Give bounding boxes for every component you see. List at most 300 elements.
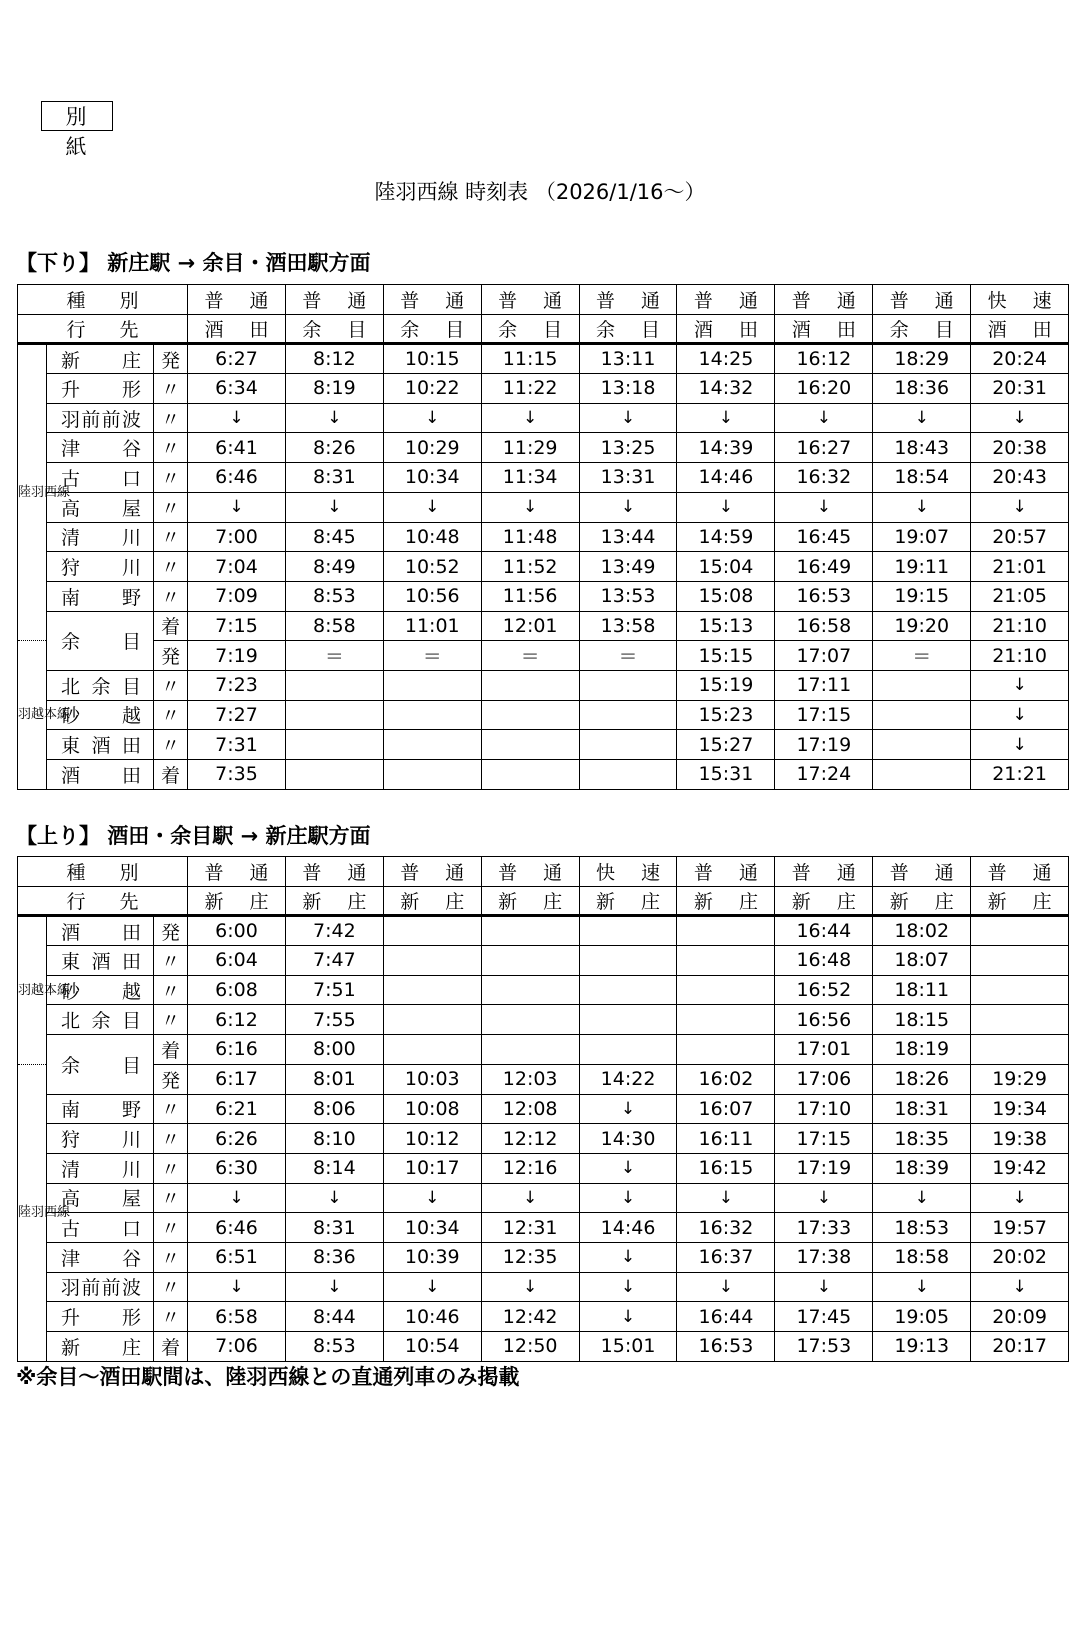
time-cell [383, 916, 481, 946]
time-cell: ↓ [188, 1272, 286, 1302]
time-cell: 20:09 [971, 1302, 1069, 1332]
time-cell [579, 760, 677, 790]
time-cell: 16:53 [775, 581, 873, 611]
table-row [18, 1094, 1069, 1124]
time-cell: 11:56 [481, 581, 579, 611]
time-cell [579, 730, 677, 760]
table-row [18, 1153, 1069, 1183]
time-cell: 17:33 [775, 1213, 873, 1243]
station-name: 余 目 [47, 611, 154, 670]
time-cell: ↓ [383, 403, 481, 433]
time-cell: ↓ [579, 1302, 677, 1332]
time-cell: ↓ [677, 492, 775, 522]
time-cell: ↓ [971, 670, 1069, 700]
station-name: 新 庄 [47, 1332, 154, 1362]
table-row [18, 975, 1069, 1005]
arr-dep-mark: 〃 [154, 1272, 188, 1302]
time-cell: ↓ [971, 1183, 1069, 1213]
time-cell: 15:08 [677, 581, 775, 611]
time-cell: 15:04 [677, 552, 775, 582]
table-row [18, 641, 1069, 671]
time-cell: 20:38 [971, 433, 1069, 463]
destination: 酒 田 [971, 314, 1069, 344]
time-cell: 17:45 [775, 1302, 873, 1332]
time-cell: 16:15 [677, 1153, 775, 1183]
time-cell: 7:47 [285, 946, 383, 976]
time-cell: 10:34 [383, 463, 481, 493]
time-cell: 16:56 [775, 1005, 873, 1035]
time-cell: 10:29 [383, 433, 481, 463]
time-cell: 6:51 [188, 1242, 286, 1272]
train-type: 普 通 [383, 857, 481, 887]
arr-dep-mark: 〃 [154, 581, 188, 611]
table-row [18, 492, 1069, 522]
time-cell: 8:19 [285, 374, 383, 404]
table-row [18, 760, 1069, 790]
time-cell: 17:01 [775, 1035, 873, 1065]
time-cell [481, 670, 579, 700]
arr-dep-mark: 〃 [154, 463, 188, 493]
arr-dep-mark: 着 [154, 1035, 188, 1065]
time-cell: ↓ [285, 1272, 383, 1302]
station-name: 東酒田 [47, 946, 154, 976]
destination: 新 庄 [775, 886, 873, 916]
time-cell: ↓ [971, 1272, 1069, 1302]
time-cell [383, 946, 481, 976]
time-cell: ↓ [285, 403, 383, 433]
table-row [18, 552, 1069, 582]
time-cell: 8:58 [285, 611, 383, 641]
time-cell: 19:34 [971, 1094, 1069, 1124]
arr-dep-mark: 〃 [154, 670, 188, 700]
time-cell [677, 1035, 775, 1065]
table-row [18, 1183, 1069, 1213]
destination: 酒 田 [188, 314, 286, 344]
destination: 新 庄 [188, 886, 286, 916]
time-cell [677, 1005, 775, 1035]
type-label: 種 別 [18, 857, 188, 887]
time-cell: ↓ [873, 1272, 971, 1302]
time-cell: 18:19 [873, 1035, 971, 1065]
time-cell: 19:15 [873, 581, 971, 611]
time-cell: ↓ [285, 1183, 383, 1213]
time-cell: 20:57 [971, 522, 1069, 552]
time-cell: ↓ [775, 1272, 873, 1302]
time-cell: 11:48 [481, 522, 579, 552]
train-type: 普 通 [775, 285, 873, 315]
time-cell: 14:32 [677, 374, 775, 404]
time-cell: 8:01 [285, 1064, 383, 1094]
attachment-label: 別 紙 [41, 101, 113, 131]
time-cell: 13:49 [579, 552, 677, 582]
arr-dep-mark: 発 [154, 344, 188, 374]
time-cell: ＝ [873, 641, 971, 671]
time-cell: 6:12 [188, 1005, 286, 1035]
time-cell: 18:54 [873, 463, 971, 493]
time-cell: 14:25 [677, 344, 775, 374]
table-row [18, 1332, 1069, 1362]
time-cell: 18:35 [873, 1124, 971, 1154]
arr-dep-mark: 〃 [154, 946, 188, 976]
time-cell: 19:42 [971, 1153, 1069, 1183]
time-cell: 15:13 [677, 611, 775, 641]
time-cell: 18:02 [873, 916, 971, 946]
arr-dep-mark: 〃 [154, 1302, 188, 1332]
arr-dep-mark: 〃 [154, 700, 188, 730]
time-cell: 6:00 [188, 916, 286, 946]
time-cell: ＝ [285, 641, 383, 671]
time-cell [873, 730, 971, 760]
time-cell: 17:24 [775, 760, 873, 790]
arr-dep-mark: 〃 [154, 403, 188, 433]
time-cell: ↓ [873, 1183, 971, 1213]
time-cell: 13:25 [579, 433, 677, 463]
time-cell: 6:34 [188, 374, 286, 404]
time-cell: 14:46 [677, 463, 775, 493]
time-cell: 14:30 [579, 1124, 677, 1154]
station-name: 酒 田 [47, 760, 154, 790]
time-cell [873, 700, 971, 730]
train-type: 普 通 [579, 285, 677, 315]
time-cell: 16:20 [775, 374, 873, 404]
arr-dep-mark: 着 [154, 1332, 188, 1362]
station-name: 升 形 [47, 374, 154, 404]
time-cell: 20:17 [971, 1332, 1069, 1362]
time-cell: 16:53 [677, 1332, 775, 1362]
time-cell [481, 700, 579, 730]
type-row [18, 857, 1069, 887]
table-row [18, 670, 1069, 700]
time-cell: 20:02 [971, 1242, 1069, 1272]
time-cell: 16:32 [677, 1213, 775, 1243]
station-name: 余 目 [47, 1035, 154, 1094]
time-cell [579, 916, 677, 946]
time-cell [677, 975, 775, 1005]
train-type: 普 通 [971, 857, 1069, 887]
time-cell: 13:11 [579, 344, 677, 374]
station-name: 高 屋 [47, 492, 154, 522]
destination: 新 庄 [285, 886, 383, 916]
line-name: 羽越本線 [18, 916, 47, 1064]
time-cell: ↓ [579, 1153, 677, 1183]
time-cell: ↓ [383, 1183, 481, 1213]
table-row [18, 1213, 1069, 1243]
time-cell: 6:04 [188, 946, 286, 976]
destination: 新 庄 [383, 886, 481, 916]
time-cell [579, 1005, 677, 1035]
time-cell: 18:31 [873, 1094, 971, 1124]
time-cell [971, 1035, 1069, 1065]
time-cell: ↓ [971, 403, 1069, 433]
time-cell: 18:26 [873, 1064, 971, 1094]
time-cell: 17:07 [775, 641, 873, 671]
destination: 新 庄 [481, 886, 579, 916]
arr-dep-mark: 〃 [154, 492, 188, 522]
time-cell: 19:38 [971, 1124, 1069, 1154]
time-cell: 16:07 [677, 1094, 775, 1124]
time-cell: 6:30 [188, 1153, 286, 1183]
table-row [18, 1064, 1069, 1094]
time-cell: 16:11 [677, 1124, 775, 1154]
time-cell: 8:53 [285, 581, 383, 611]
table-row [18, 916, 1069, 946]
station-name: 砂 越 [47, 700, 154, 730]
time-cell: 16:37 [677, 1242, 775, 1272]
time-cell: 15:01 [579, 1332, 677, 1362]
time-cell: 8:00 [285, 1035, 383, 1065]
station-name: 狩 川 [47, 552, 154, 582]
station-name: 津 谷 [47, 1242, 154, 1272]
arr-dep-mark: 〃 [154, 1094, 188, 1124]
time-cell: ↓ [873, 492, 971, 522]
time-cell: ＝ [481, 641, 579, 671]
time-cell: 6:21 [188, 1094, 286, 1124]
train-type: 普 通 [188, 857, 286, 887]
arr-dep-mark: 発 [154, 1064, 188, 1094]
table-row [18, 344, 1069, 374]
table-row [18, 730, 1069, 760]
time-cell [285, 700, 383, 730]
time-cell: 10:17 [383, 1153, 481, 1183]
time-cell: 17:10 [775, 1094, 873, 1124]
time-cell: 16:52 [775, 975, 873, 1005]
arr-dep-mark: 着 [154, 611, 188, 641]
time-cell: 6:16 [188, 1035, 286, 1065]
time-cell: ↓ [579, 403, 677, 433]
time-cell: 12:16 [481, 1153, 579, 1183]
time-cell: 10:56 [383, 581, 481, 611]
time-cell: 10:39 [383, 1242, 481, 1272]
arr-dep-mark: 〃 [154, 374, 188, 404]
time-cell: 16:58 [775, 611, 873, 641]
time-cell: 7:15 [188, 611, 286, 641]
time-cell: ↓ [481, 1272, 579, 1302]
time-cell [677, 946, 775, 976]
train-type: 普 通 [285, 857, 383, 887]
time-cell: 12:03 [481, 1064, 579, 1094]
time-cell: 8:10 [285, 1124, 383, 1154]
time-cell [285, 670, 383, 700]
time-cell: 18:36 [873, 374, 971, 404]
station-name: 南 野 [47, 581, 154, 611]
station-name: 高 屋 [47, 1183, 154, 1213]
line-name: 陸羽西線 [18, 1064, 47, 1361]
time-cell [383, 730, 481, 760]
time-cell: 14:22 [579, 1064, 677, 1094]
time-cell: 7:31 [188, 730, 286, 760]
time-cell: 18:29 [873, 344, 971, 374]
train-type: 快 速 [971, 285, 1069, 315]
time-cell: 18:39 [873, 1153, 971, 1183]
time-cell: 8:31 [285, 463, 383, 493]
time-cell: 7:04 [188, 552, 286, 582]
time-cell: 8:36 [285, 1242, 383, 1272]
time-cell: 7:35 [188, 760, 286, 790]
time-cell: 21:10 [971, 611, 1069, 641]
time-cell: 21:21 [971, 760, 1069, 790]
time-cell: ↓ [481, 403, 579, 433]
arr-dep-mark: 〃 [154, 1242, 188, 1272]
time-cell: 7:55 [285, 1005, 383, 1035]
time-cell: 14:46 [579, 1213, 677, 1243]
train-type: 普 通 [677, 857, 775, 887]
time-cell: 12:12 [481, 1124, 579, 1154]
time-cell: 8:31 [285, 1213, 383, 1243]
time-cell: ↓ [775, 492, 873, 522]
time-cell: 12:50 [481, 1332, 579, 1362]
time-cell: 8:14 [285, 1153, 383, 1183]
time-cell: 11:01 [383, 611, 481, 641]
time-cell: 8:12 [285, 344, 383, 374]
time-cell: 17:38 [775, 1242, 873, 1272]
arr-dep-mark: 〃 [154, 730, 188, 760]
time-cell: 6:46 [188, 1213, 286, 1243]
arr-dep-mark: 〃 [154, 1124, 188, 1154]
time-cell: 11:52 [481, 552, 579, 582]
down-timetable [17, 284, 1069, 790]
time-cell [971, 1005, 1069, 1035]
arr-dep-mark: 〃 [154, 552, 188, 582]
time-cell: 7:27 [188, 700, 286, 730]
time-cell: 12:42 [481, 1302, 579, 1332]
train-type: 快 速 [579, 857, 677, 887]
time-cell: ↓ [579, 1272, 677, 1302]
time-cell: ↓ [579, 1183, 677, 1213]
time-cell [383, 1005, 481, 1035]
time-cell: ↓ [677, 403, 775, 433]
time-cell: 7:09 [188, 581, 286, 611]
time-cell [285, 760, 383, 790]
station-name: 砂 越 [47, 975, 154, 1005]
page-title: 陸羽西線 時刻表 （2026/1/16〜） [374, 180, 706, 204]
time-cell [383, 975, 481, 1005]
train-type: 普 通 [873, 285, 971, 315]
time-cell: 6:41 [188, 433, 286, 463]
train-type: 普 通 [481, 285, 579, 315]
time-cell [873, 760, 971, 790]
time-cell: 12:01 [481, 611, 579, 641]
time-cell: 18:43 [873, 433, 971, 463]
destination-label: 行 先 [18, 314, 188, 344]
table-row [18, 522, 1069, 552]
time-cell: 19:20 [873, 611, 971, 641]
time-cell: 6:08 [188, 975, 286, 1005]
time-cell: 11:22 [481, 374, 579, 404]
time-cell: 17:15 [775, 1124, 873, 1154]
line-name: 羽越本線 [18, 641, 47, 789]
time-cell: ↓ [188, 492, 286, 522]
up-timetable [17, 856, 1069, 1362]
time-cell: 16:27 [775, 433, 873, 463]
time-cell [481, 730, 579, 760]
train-type: 普 通 [775, 857, 873, 887]
time-cell: 6:46 [188, 463, 286, 493]
destination: 酒 田 [775, 314, 873, 344]
time-cell: 7:51 [285, 975, 383, 1005]
station-name: 古 口 [47, 1213, 154, 1243]
time-cell: 10:54 [383, 1332, 481, 1362]
time-cell: 8:06 [285, 1094, 383, 1124]
table-row [18, 700, 1069, 730]
time-cell: 6:58 [188, 1302, 286, 1332]
destination: 酒 田 [677, 314, 775, 344]
destination-row [18, 886, 1069, 916]
time-cell: ↓ [188, 1183, 286, 1213]
time-cell: ↓ [188, 403, 286, 433]
time-cell: ↓ [971, 700, 1069, 730]
type-label: 種 別 [18, 285, 188, 315]
time-cell [383, 670, 481, 700]
time-cell: 10:12 [383, 1124, 481, 1154]
train-type: 普 通 [481, 857, 579, 887]
time-cell [579, 670, 677, 700]
time-cell: 8:49 [285, 552, 383, 582]
time-cell: 16:49 [775, 552, 873, 582]
train-type: 普 通 [873, 857, 971, 887]
time-cell: 7:19 [188, 641, 286, 671]
time-cell: 10:15 [383, 344, 481, 374]
time-cell: ↓ [383, 1272, 481, 1302]
time-cell: 14:59 [677, 522, 775, 552]
time-cell: 11:29 [481, 433, 579, 463]
time-cell: 13:18 [579, 374, 677, 404]
time-cell: 14:39 [677, 433, 775, 463]
time-cell [971, 916, 1069, 946]
time-cell: 18:15 [873, 1005, 971, 1035]
time-cell: 10:03 [383, 1064, 481, 1094]
station-name: 南 野 [47, 1094, 154, 1124]
time-cell: 13:53 [579, 581, 677, 611]
time-cell: 18:11 [873, 975, 971, 1005]
destination: 余 目 [285, 314, 383, 344]
time-cell: 6:26 [188, 1124, 286, 1154]
destination: 新 庄 [579, 886, 677, 916]
time-cell: ↓ [971, 492, 1069, 522]
time-cell: 15:27 [677, 730, 775, 760]
time-cell: ↓ [579, 492, 677, 522]
time-cell: 16:45 [775, 522, 873, 552]
time-cell: 12:08 [481, 1094, 579, 1124]
time-cell [481, 1035, 579, 1065]
arr-dep-mark: 着 [154, 760, 188, 790]
station-name: 升 形 [47, 1302, 154, 1332]
time-cell: 17:06 [775, 1064, 873, 1094]
time-cell: 17:19 [775, 1153, 873, 1183]
arr-dep-mark: 〃 [154, 975, 188, 1005]
arr-dep-mark: 〃 [154, 522, 188, 552]
train-type: 普 通 [383, 285, 481, 315]
destination: 余 目 [579, 314, 677, 344]
arr-dep-mark: 発 [154, 641, 188, 671]
time-cell: 10:08 [383, 1094, 481, 1124]
station-name: 北余目 [47, 1005, 154, 1035]
time-cell: 17:11 [775, 670, 873, 700]
time-cell: 11:15 [481, 344, 579, 374]
table-row [18, 946, 1069, 976]
table-row [18, 1302, 1069, 1332]
time-cell: ↓ [481, 1183, 579, 1213]
time-cell [481, 916, 579, 946]
time-cell [579, 700, 677, 730]
up-heading: 【上り】 酒田・余目駅 → 新庄駅方面 [16, 824, 371, 848]
time-cell: ↓ [579, 1094, 677, 1124]
destination-row [18, 314, 1069, 344]
time-cell: 15:23 [677, 700, 775, 730]
time-cell: 6:27 [188, 344, 286, 374]
station-name: 酒 田 [47, 916, 154, 946]
train-type: 普 通 [285, 285, 383, 315]
time-cell: 21:05 [971, 581, 1069, 611]
